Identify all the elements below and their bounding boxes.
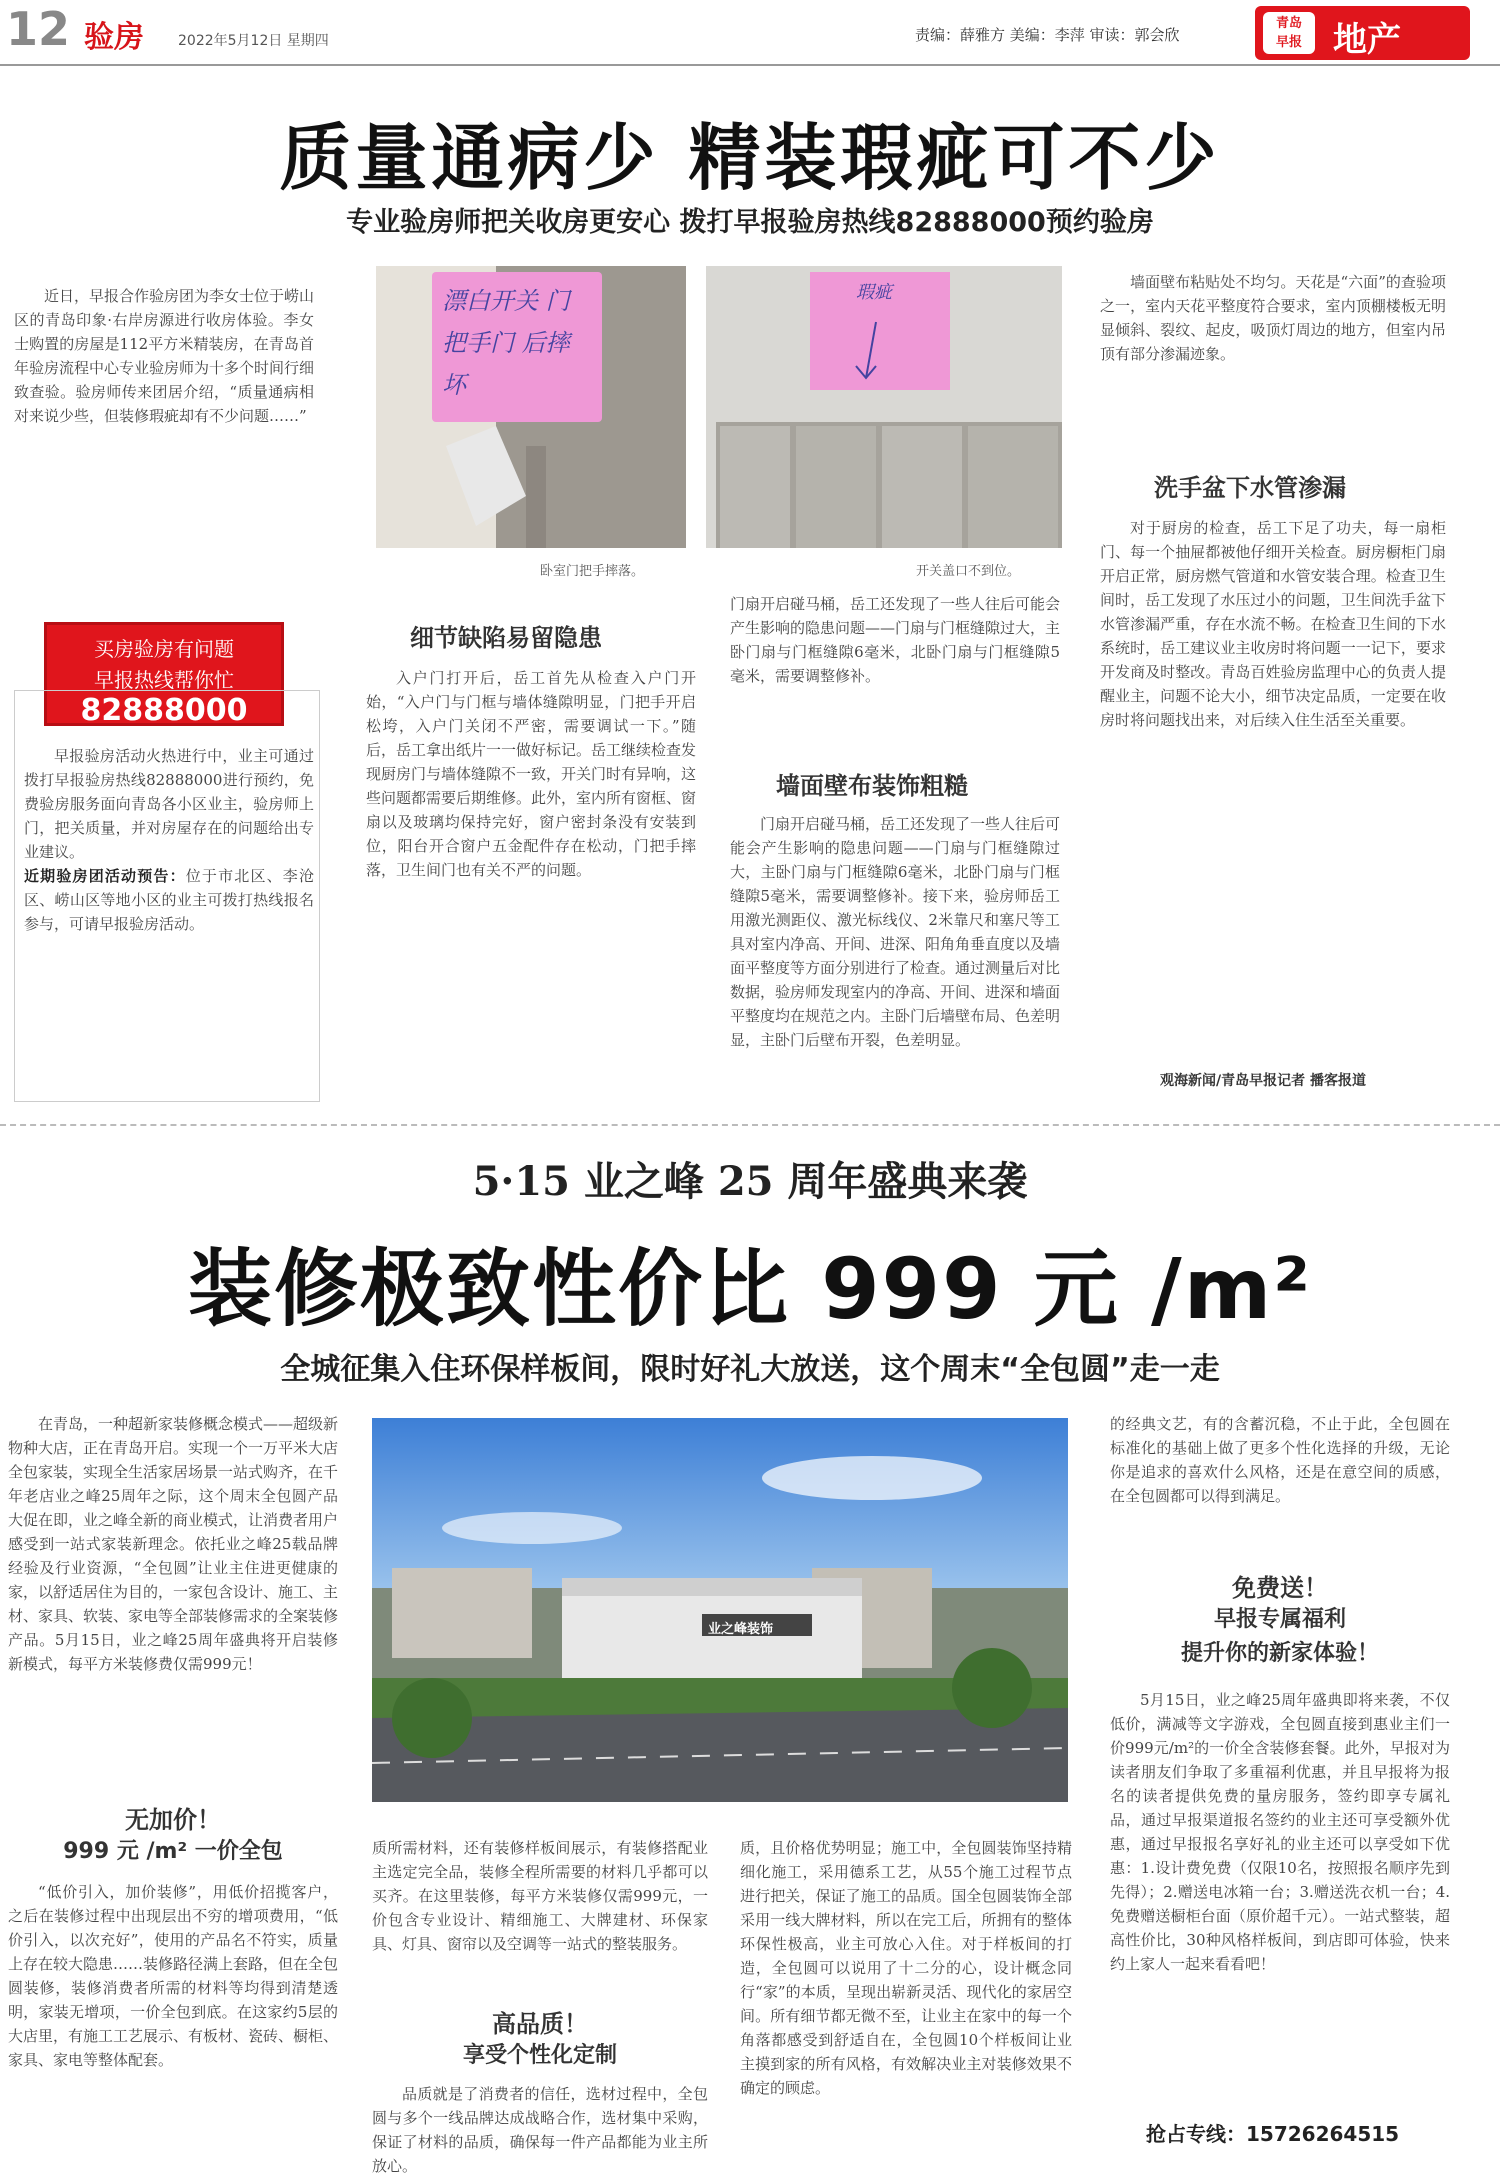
store-building-illustration (372, 1418, 1068, 1802)
hotline-text2: 位于市北区、李沧区、崂山区等地小区的业主可拨打热线报名参与，可请早报验房活动。 (24, 867, 314, 933)
hotline-line1: 买房验房有问题 (94, 637, 234, 661)
article1-sec1-title: 细节缺陷易留隐患 (410, 624, 602, 652)
article1-subhead: 专业验房师把关收房更安心 拨打早报验房热线82888000预约验房 (346, 207, 1154, 238)
brand-badge (1255, 6, 1470, 60)
article2-sec1-text: “低价引入，加价装修”，用低价招揽客户，之后在装修过程中出现层出不穷的增项费用，“低价引入，以次充好”，使用的产品名不符实，质量上存在较大隐患……装修路径满上套路，但在全包圆装修，装修消费者所需的材料等均得到清楚透明，家装无增项，一价全包到底。在这家约5层的大店里，有施工工艺展示、有板材、瓷砖、橱柜、家具、家电等整体配套。 (8, 1883, 339, 2069)
editor-credits: 责编：薛雅方 美编：李萍 审读：郭会欣 (915, 26, 1180, 44)
article1-sec1-text: 入户门打开后，岳工首先从检查入户门开始，“入户门与门框与墙体缝隙明显，门把手开启松垮，入户门关闭不严密，需要调试一下。”随后，岳工拿出纸片一一做好标记。岳工继续检查发现厨房门与墙体缝隙不一致，开关门时有异响，这些问题都需要后期维修。此外，室内所有窗框、窗扇以及玻璃均保持完好，窗户密封条没有安装到位，阳台开合窗户五金配件存在松动，门把手摔落，卫生间门也有关不严的问题。 (366, 669, 697, 879)
article2-headline: 装修极致性价比 999 元 /m² (187, 1240, 1313, 1338)
issue-date: 2022年5月12日 星期四 (178, 33, 329, 49)
photo1-caption: 卧室门把手摔落。 (540, 564, 645, 579)
article2-right-text2: 5月15日，业之峰25周年盛典即将来袭，不仅低价，满减等文字游戏，全包圆直接到惠业主们一价999元/m²的一价全含装修套餐。此外，早报对为读者朋友们争取了多重福利优惠，并且早报将为报名的读者提供免费的量房服务，签约即享专属礼品，通过早报渠道报名签约的业主还可享受额外优惠，通过早报报名享好礼的业主还可以享受如下优惠：1.设计费免费（仅限10名，按照报名顺序先到先得）；2.赠送电冰箱一台；3.赠送洗衣机一台；4.免费赠送橱柜台面（原价超千元）。一站式整装，超高性价比，30种风格样板间，到店即可体验，快来约上家人一起来看看吧！ (1110, 1691, 1450, 1973)
building-sign: 业之峰装饰 (708, 1622, 774, 1637)
article2-mid-text2: 品质就是了消费者的信任，选材过程中，全包圆与多个一线品牌达成战略合作，选材集中采购，保证了材料的品质，确保每一件产品都能为业主所放心。 (372, 2085, 708, 2175)
article2-sec2-title: 高品质！ (492, 2010, 588, 2038)
article2-hotline: 抢占专线：15726264515 (1146, 2122, 1400, 2146)
article1-sec3-intro: 墙面壁布粘贴处不均匀。天花是“六面”的查验项之一，室内天花平整度符合要求，室内顶棚楼板无明显倾斜、裂纹、起皮，吸顶灯周边的地方，但室内吊顶有部分渗漏迹象。 (1100, 273, 1446, 363)
article2-sec1-sub: 999 元 /m² 一价全包 (63, 1839, 283, 1864)
article2-lead: 在青岛，一种超新家装修概念模式——超级新物种大店，正在青岛开启。实现一个一万平米大店全包家装，实现全生活家居场景一站式购齐，在千年老店业之峰25周年之际，这个周末全包圆产品大促在即，业之峰全新的商业模式，让消费者用户感受到一站式家装新理念。依托业之峰25载品牌经验及行业资源，“全包圆”让业主住进更健康的家，以舒适居住为目的，一家包含设计、施工、主材、家具、软装、家电等全部装修需求的全案装修产品。5月15日，业之峰25周年盛典将开启装修新模式，每平方米装修费仅需999元！ (8, 1415, 339, 1673)
article1-lead: 近日，早报合作验房团为李女士位于崂山区的青岛印象·右岸房源进行收房体验。李女士购置的房屋是112平方米精装房，在青岛首年验房流程中心专业验房师为十多个时间行细致查验。验房师传来团居介绍，“质量通病相对来说少些，但装修瑕疵却有不少问题……” (14, 287, 315, 425)
hotline-bold: 近期验房团活动预告： (24, 867, 186, 885)
photo-store-building (372, 1418, 1068, 1802)
article-divider (0, 1124, 1500, 1126)
hotline-number: 82888000 (80, 693, 248, 728)
article1-sec2-text: 门扇开启碰马桶，岳工还发现了一些人往后可能会产生影响的隐患问题——门扇与门框缝隙过大，主卧门扇与门框缝隙6毫米，北卧门扇与门框缝隙5毫米，需要调整修补。接下来，验房师岳工用激光测距仪、激光标线仪、2米靠尺和塞尺等工具对室内净高、开间、进深、阳角角垂直度以及墙面平整度等方面分别进行了检查。通过测量后对比数据，验房师发现室内的净高、开间、进深和墙面平整度均在规范之内。主卧门后墙壁布局、色差明显，主卧门后壁布开裂，色差明显。 (730, 815, 1061, 1049)
sticky-note-1: 漂白开关 门把手门 后摔坏 (442, 287, 570, 399)
hotline-text (24, 744, 314, 1094)
article1-byline: 观海新闻/青岛早报记者 播客报道 (1160, 1073, 1366, 1089)
article2-sec1-title: 无加价！ (125, 1806, 221, 1834)
page-number: 12 (6, 2, 71, 56)
article2-sec3-title: 免费送！ (1232, 1574, 1328, 1602)
photo-door-handle (376, 266, 686, 548)
photo2-caption: 开关盖口不到位。 (916, 564, 1021, 579)
brand-logo: 青岛 早报 (1263, 12, 1315, 54)
photo-switch-cover (706, 266, 1062, 548)
article1-sec2-title: 墙面壁布装饰粗糙 (776, 772, 968, 800)
section-name: 验房 (84, 20, 144, 55)
article2-right-text1: 的经典文艺，有的含蓄沉稳，不止于此，全包圆在标准化的基础上做了更多个性化选择的升级，无论你是追求的喜欢什么风格，还是在意空间的质感，在全包圆都可以得到满足。 (1110, 1415, 1450, 1505)
article2-sec2-sub: 享受个性化定制 (462, 2043, 617, 2068)
article2-mid-text1: 质所需材料，还有装修样板间展示，有装修搭配业主选定完全品，装修全程所需要的材料几乎都可以买齐。在这里装修，每平方米装修仅需999元，一价包含专业设计、精细施工、大牌建材、环保家具、灯具、窗帘以及空调等一站式的整装服务。 (372, 1839, 708, 1953)
article2-sec3-sub1: 早报专属福利 (1213, 1607, 1346, 1632)
switch-cover-illustration (706, 266, 1062, 548)
article2-kicker: 5·15 业之峰 25 周年盛典来袭 (472, 1158, 1028, 1205)
hotline-text-body: 早报验房活动火热进行中，业主可通过拨打早报验房热线82888000进行预约，免费验房服务面向青岛各小区业主，验房师上门，把关质量，并对房屋存在的问题给出专业建议。 (24, 747, 314, 861)
article1-sec3-title: 洗手盆下水管渗漏 (1154, 474, 1346, 502)
sticky-note-2: 瑕疵 (856, 282, 892, 303)
article1-sec3-text: 对于厨房的检查，岳工下足了功夫，每一扇柜门、每一个抽屉都被他仔细开关检查。厨房橱柜门扇开启正常，厨房燃气管道和水管安装合理。检查卫生间时，岳工发现了水压过小的问题，卫生间洗手盆下水管渗漏严重，存在水流不畅。在检查卫生间的下水系统时，岳工建议业主收房时将问题一一记下，要求开发商及时整改。青岛百姓验房监理中心的负责人提醒业主，问题不论大小，细节决定品质，一定要在收房时将问题找出来，对后续入住生活至关重要。 (1100, 519, 1446, 729)
masthead (0, 0, 1500, 64)
masthead-rule (0, 64, 1500, 66)
article2-mid-text3: 质，且价格优势明显；施工中，全包圆装饰坚持精细化施工，采用德系工艺，从55个施工过程节点进行把关，保证了施工的品质。国全包圆装饰全部采用一线大牌材料，所以在完工后，所拥有的整体环保性极高，业主可放心入住。对于样板间的打造，全包圆可以说用了十二分的心，设计概念同行“家”的本质，呈现出崭新灵活、现代化的家居空间。所有细节都无微不至，让业主在家中的每一个角落都感受到舒适自在，全包圆10个样板间让业主摸到家的所有风格，有效解决业主对装修效果不确定的顾虑。 (740, 1839, 1072, 2097)
brand-name: 地产 (1333, 20, 1401, 60)
article1-sec2-text-top: 门扇开启碰马桶，岳工还发现了一些人往后可能会产生影响的隐患问题——门扇与门框缝隙过大，主卧门扇与门框缝隙6毫米，北卧门扇与门框缝隙5毫米，需要调整修补。 (730, 595, 1061, 685)
hotline-line2: 早报热线帮你忙 (94, 668, 234, 692)
article1-headline: 质量通病少 精装瑕疵可不少 (279, 116, 1221, 200)
article2-sec3-sub2: 提升你的新家体验！ (1180, 1641, 1379, 1666)
article2-subhead: 全城征集入住环保样板间，限时好礼大放送，这个周末“全包圆”走一走 (280, 1352, 1220, 1387)
